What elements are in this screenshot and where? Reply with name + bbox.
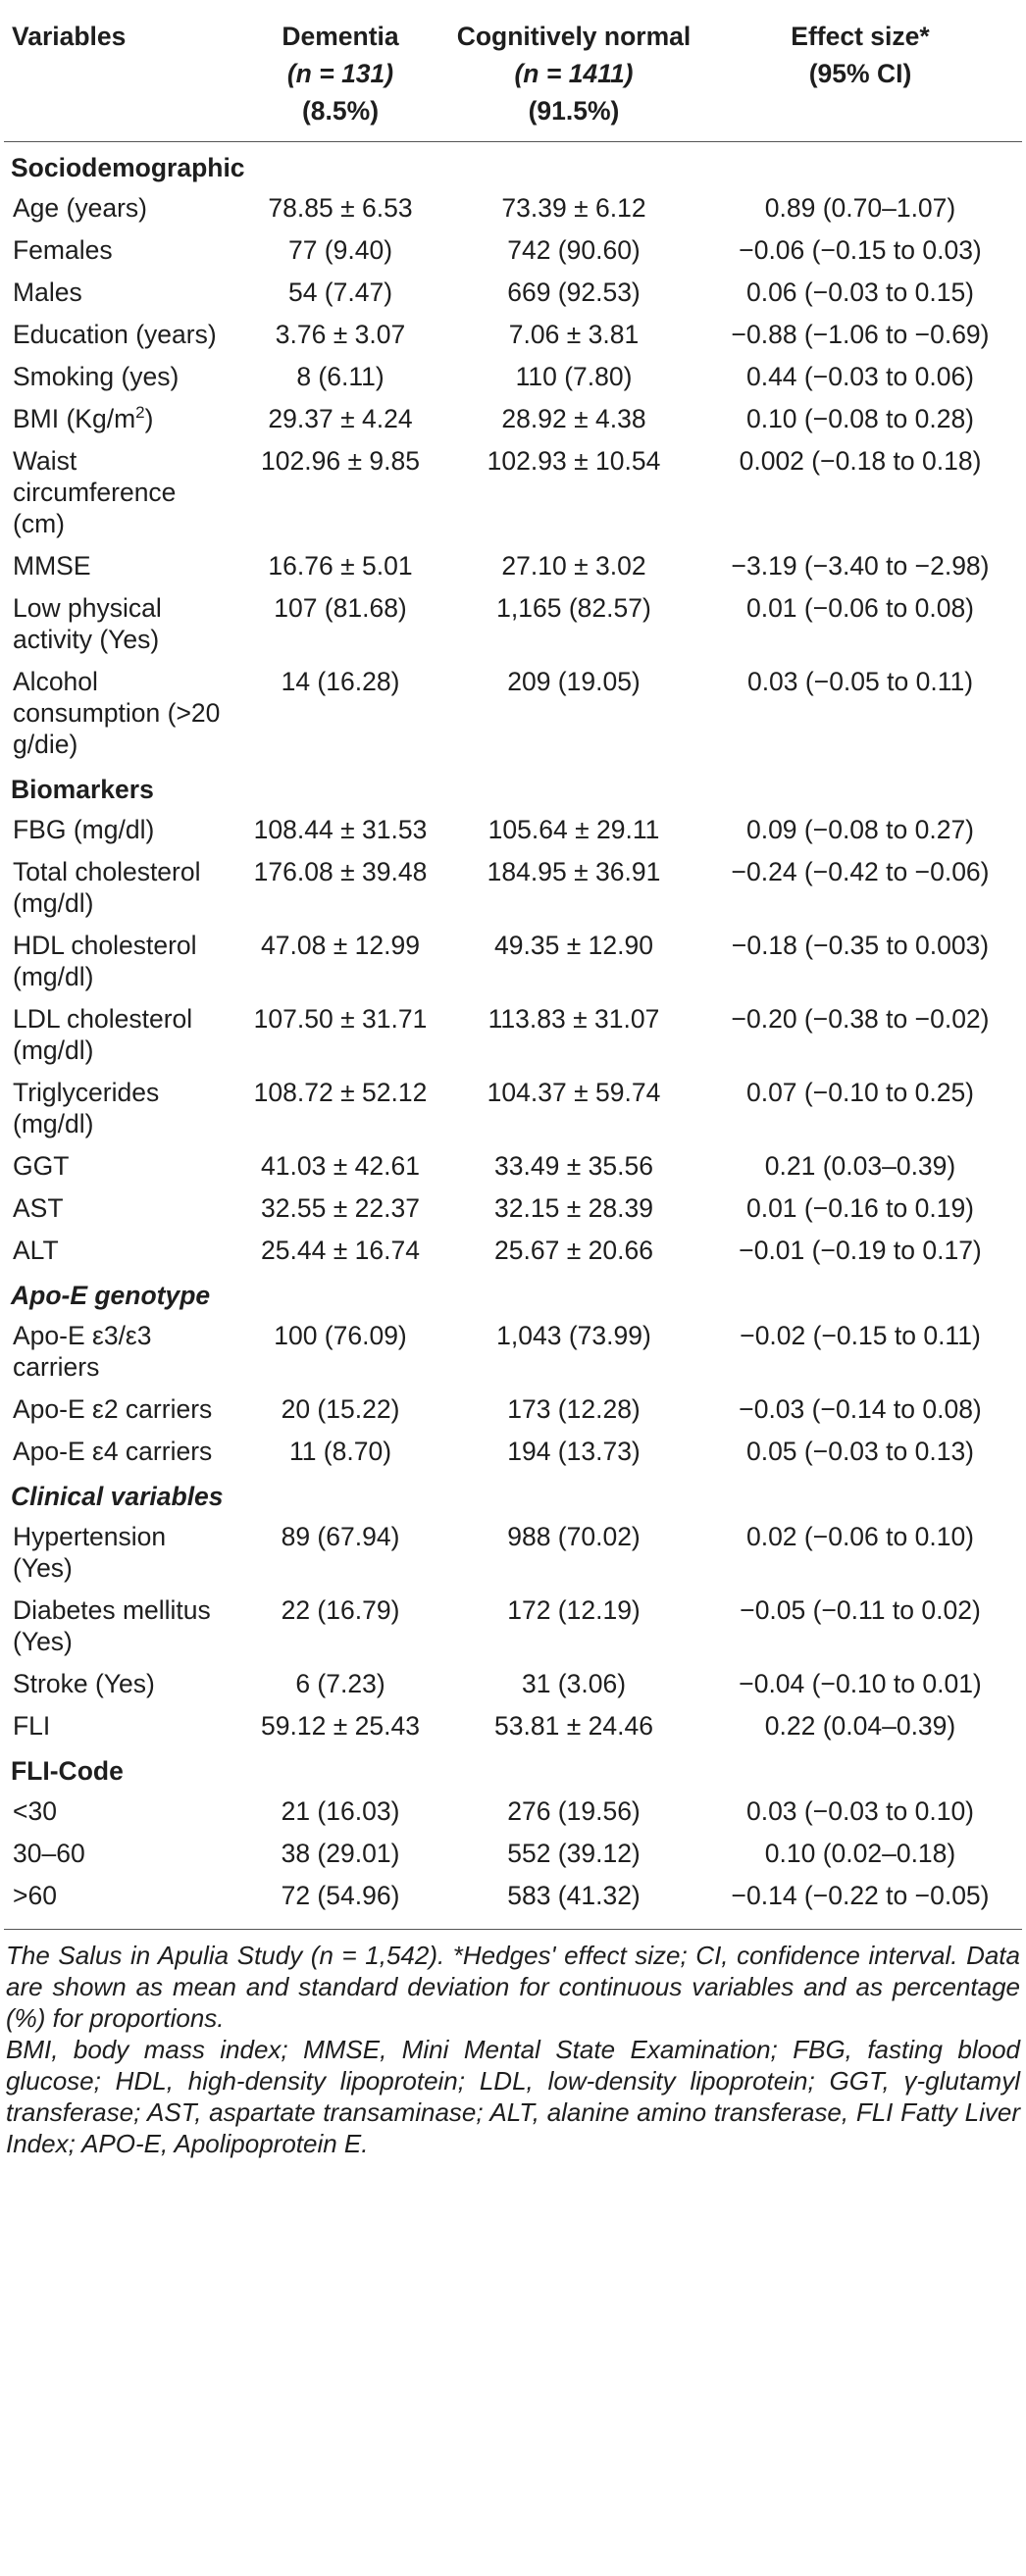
cell-effect-size: −0.06 (−0.15 to 0.03) bbox=[739, 235, 982, 265]
row-label-end: ) bbox=[144, 404, 154, 433]
table-row bbox=[4, 659, 1022, 764]
row-label: AST bbox=[13, 1193, 64, 1223]
cell-dementia: 108.72 ± 52.12 bbox=[253, 1078, 428, 1107]
cell-cognitively-normal: 25.67 ± 20.66 bbox=[494, 1236, 653, 1265]
table-row bbox=[4, 1789, 1022, 1831]
header-normal-pct: (91.5%) bbox=[528, 96, 620, 126]
cell-dementia: 32.55 ± 22.37 bbox=[261, 1193, 420, 1223]
table-footnotes bbox=[0, 1930, 1026, 2159]
table-row bbox=[4, 923, 1022, 996]
cell-dementia: 11 (8.70) bbox=[288, 1437, 392, 1466]
footnote-study: The Salus in Apulia Study (n = 1,542). *Hedges' effect size; CI, confidence interval. Data are shown as mean and standard deviation for continuous variables and as percentage (%) for proportions. bbox=[6, 1941, 1020, 2033]
row-label: Low physical activity (Yes) bbox=[13, 593, 162, 654]
cell-dementia: 21 (16.03) bbox=[281, 1796, 400, 1826]
row-label: Age (years) bbox=[13, 193, 147, 223]
header-effect bbox=[698, 0, 1022, 142]
section-header-row bbox=[4, 1745, 1022, 1789]
cell-dementia: 72 (54.96) bbox=[281, 1881, 400, 1910]
cell-effect-size: −0.05 (−0.11 to 0.02) bbox=[740, 1595, 981, 1625]
header-effect-title: Effect size* bbox=[791, 22, 930, 51]
row-label: Education (years) bbox=[13, 320, 217, 349]
section-title: FLI-Code bbox=[11, 1756, 124, 1786]
table-row bbox=[4, 849, 1022, 923]
table-row bbox=[4, 396, 1022, 438]
table-row bbox=[4, 1661, 1022, 1703]
cell-effect-size: 0.07 (−0.10 to 0.25) bbox=[745, 1078, 975, 1107]
row-label: Males bbox=[13, 278, 82, 307]
cell-cognitively-normal: 105.64 ± 29.11 bbox=[487, 815, 660, 844]
table-row bbox=[4, 438, 1022, 543]
cell-cognitively-normal: 31 (3.06) bbox=[521, 1669, 627, 1698]
cell-cognitively-normal: 110 (7.80) bbox=[515, 362, 633, 391]
header-normal-n: (n = 1411) bbox=[514, 59, 634, 88]
row-label: Apo-E ε3/ε3 carriers bbox=[13, 1321, 152, 1382]
table-row bbox=[4, 543, 1022, 585]
cell-cognitively-normal: 276 (19.56) bbox=[507, 1796, 641, 1826]
table-row bbox=[4, 1228, 1022, 1270]
header-dementia bbox=[231, 0, 449, 142]
cell-effect-size: −0.01 (−0.19 to 0.17) bbox=[739, 1236, 982, 1265]
cell-effect-size: 0.22 (0.04–0.39) bbox=[764, 1711, 956, 1741]
row-label-superscript: 2 bbox=[135, 403, 145, 423]
characteristics-table bbox=[4, 0, 1022, 1930]
cell-dementia: 78.85 ± 6.53 bbox=[268, 193, 413, 223]
cell-cognitively-normal: 194 (13.73) bbox=[507, 1437, 641, 1466]
row-label: GGT bbox=[13, 1151, 70, 1181]
cell-effect-size: −0.18 (−0.35 to 0.003) bbox=[731, 931, 990, 960]
cell-dementia: 25.44 ± 16.74 bbox=[261, 1236, 420, 1265]
table-row bbox=[4, 270, 1022, 312]
row-label: Apo-E ε2 carriers bbox=[13, 1394, 213, 1424]
cell-dementia: 20 (15.22) bbox=[281, 1394, 400, 1424]
row-label: Waist circumference (cm) bbox=[13, 446, 177, 538]
header-normal-title: Cognitively normal bbox=[456, 22, 692, 51]
cell-cognitively-normal: 209 (19.05) bbox=[507, 667, 641, 696]
header-variables: Variables bbox=[12, 22, 127, 51]
cell-cognitively-normal: 173 (12.28) bbox=[507, 1394, 641, 1424]
cell-effect-size: 0.03 (−0.05 to 0.11) bbox=[746, 667, 974, 696]
cell-dementia: 89 (67.94) bbox=[281, 1522, 400, 1551]
header-effect-sub: (95% CI) bbox=[808, 59, 912, 88]
cell-cognitively-normal: 28.92 ± 4.38 bbox=[501, 404, 646, 433]
cell-cognitively-normal: 32.15 ± 28.39 bbox=[494, 1193, 653, 1223]
section-title: Clinical variables bbox=[11, 1482, 224, 1511]
row-label: Alcohol consumption (>20 g/die) bbox=[13, 667, 221, 759]
cell-effect-size: 0.44 (−0.03 to 0.06) bbox=[745, 362, 975, 391]
cell-effect-size: 0.002 (−0.18 to 0.18) bbox=[739, 446, 982, 476]
table-row bbox=[4, 185, 1022, 227]
table-row bbox=[4, 1429, 1022, 1471]
cell-effect-size: 0.06 (−0.03 to 0.15) bbox=[745, 278, 975, 307]
cell-dementia: 6 (7.23) bbox=[295, 1669, 385, 1698]
cell-cognitively-normal: 113.83 ± 31.07 bbox=[487, 1004, 660, 1034]
cell-cognitively-normal: 669 (92.53) bbox=[507, 278, 641, 307]
cell-dementia: 102.96 ± 9.85 bbox=[261, 446, 420, 476]
row-label: Total cholesterol (mg/dl) bbox=[13, 857, 201, 918]
table-row bbox=[4, 1143, 1022, 1186]
row-label: Hypertension (Yes) bbox=[13, 1522, 167, 1583]
cell-effect-size: 0.21 (0.03–0.39) bbox=[764, 1151, 956, 1181]
section-header-row bbox=[4, 764, 1022, 807]
header-dementia-pct: (8.5%) bbox=[301, 96, 380, 126]
row-label: HDL cholesterol (mg/dl) bbox=[13, 931, 197, 991]
table-row bbox=[4, 1387, 1022, 1429]
section-header-row bbox=[4, 142, 1022, 186]
table-row bbox=[4, 1703, 1022, 1745]
row-label: LDL cholesterol (mg/dl) bbox=[13, 1004, 193, 1065]
row-label: Smoking (yes) bbox=[13, 362, 180, 391]
table-row bbox=[4, 585, 1022, 659]
section-header-row bbox=[4, 1270, 1022, 1313]
cell-cognitively-normal: 27.10 ± 3.02 bbox=[501, 551, 646, 581]
cell-cognitively-normal: 53.81 ± 24.46 bbox=[494, 1711, 653, 1741]
table-row bbox=[4, 1186, 1022, 1228]
cell-cognitively-normal: 1,165 (82.57) bbox=[496, 593, 651, 623]
cell-effect-size: −0.20 (−0.38 to −0.02) bbox=[731, 1004, 990, 1034]
table-body bbox=[4, 142, 1022, 1930]
cell-cognitively-normal: 7.06 ± 3.81 bbox=[508, 320, 640, 349]
cell-dementia: 47.08 ± 12.99 bbox=[261, 931, 420, 960]
cell-effect-size: 0.01 (−0.16 to 0.19) bbox=[745, 1193, 975, 1223]
table-row bbox=[4, 1070, 1022, 1143]
cell-cognitively-normal: 104.37 ± 59.74 bbox=[487, 1078, 661, 1107]
cell-cognitively-normal: 184.95 ± 36.91 bbox=[487, 857, 661, 886]
cell-effect-size: 0.10 (0.02–0.18) bbox=[764, 1839, 956, 1868]
section-title: Biomarkers bbox=[11, 775, 154, 804]
header-dementia-title: Dementia bbox=[282, 22, 399, 51]
row-label: MMSE bbox=[13, 551, 91, 581]
cell-dementia: 107 (81.68) bbox=[274, 593, 407, 623]
cell-effect-size: 0.03 (−0.03 to 0.10) bbox=[745, 1796, 975, 1826]
table-row bbox=[4, 1313, 1022, 1387]
row-label bbox=[4, 396, 231, 438]
cell-dementia: 14 (16.28) bbox=[281, 667, 400, 696]
cell-effect-size: 0.02 (−0.06 to 0.10) bbox=[745, 1522, 975, 1551]
cell-effect-size: −3.19 (−3.40 to −2.98) bbox=[731, 551, 990, 581]
table-header bbox=[4, 0, 1022, 142]
cell-dementia: 54 (7.47) bbox=[287, 278, 393, 307]
cell-effect-size: 0.05 (−0.03 to 0.13) bbox=[745, 1437, 975, 1466]
cell-dementia: 8 (6.11) bbox=[296, 362, 385, 391]
table-row bbox=[4, 1588, 1022, 1661]
cell-effect-size: 0.09 (−0.08 to 0.27) bbox=[745, 815, 975, 844]
cell-dementia: 38 (29.01) bbox=[281, 1839, 400, 1868]
cell-cognitively-normal: 33.49 ± 35.56 bbox=[494, 1151, 653, 1181]
section-title: Apo-E genotype bbox=[11, 1281, 211, 1310]
cell-effect-size: 0.01 (−0.06 to 0.08) bbox=[745, 593, 975, 623]
cell-cognitively-normal: 102.93 ± 10.54 bbox=[487, 446, 661, 476]
row-label: FLI bbox=[13, 1711, 51, 1741]
row-label: Apo-E ε4 carriers bbox=[13, 1437, 213, 1466]
cell-effect-size: −0.02 (−0.15 to 0.11) bbox=[740, 1321, 981, 1350]
cell-dementia: 41.03 ± 42.61 bbox=[261, 1151, 420, 1181]
row-label: Triglycerides (mg/dl) bbox=[13, 1078, 160, 1138]
cell-effect-size: −0.04 (−0.10 to 0.01) bbox=[739, 1669, 982, 1698]
section-title: Sociodemographic bbox=[11, 153, 245, 182]
cell-dementia: 16.76 ± 5.01 bbox=[268, 551, 413, 581]
cell-cognitively-normal: 552 (39.12) bbox=[507, 1839, 641, 1868]
table-row bbox=[4, 1514, 1022, 1588]
row-label: FBG (mg/dl) bbox=[13, 815, 155, 844]
table-row bbox=[4, 354, 1022, 396]
table-row bbox=[4, 1831, 1022, 1873]
row-label: Females bbox=[13, 235, 113, 265]
cell-cognitively-normal: 742 (90.60) bbox=[507, 235, 641, 265]
row-label: ALT bbox=[13, 1236, 59, 1265]
cell-cognitively-normal: 172 (12.19) bbox=[507, 1595, 641, 1625]
cell-dementia: 59.12 ± 25.43 bbox=[261, 1711, 420, 1741]
cell-dementia: 100 (76.09) bbox=[274, 1321, 407, 1350]
table-row bbox=[4, 996, 1022, 1070]
section-header-row bbox=[4, 1471, 1022, 1514]
cell-effect-size: −0.03 (−0.14 to 0.08) bbox=[739, 1394, 982, 1424]
cell-effect-size: 0.10 (−0.08 to 0.28) bbox=[745, 404, 975, 433]
table-row bbox=[4, 227, 1022, 270]
row-label: >60 bbox=[13, 1881, 57, 1910]
cell-cognitively-normal: 73.39 ± 6.12 bbox=[501, 193, 646, 223]
cell-cognitively-normal: 988 (70.02) bbox=[507, 1522, 641, 1551]
row-label-text: BMI (Kg/m bbox=[13, 404, 136, 433]
table-row bbox=[4, 807, 1022, 849]
cell-dementia: 176.08 ± 39.48 bbox=[253, 857, 428, 886]
header-normal bbox=[449, 0, 698, 142]
row-label: Diabetes mellitus (Yes) bbox=[13, 1595, 211, 1656]
footnote-abbreviations: BMI, body mass index; MMSE, Mini Mental State Examination; FBG, fasting blood glucose; HDL, high-density lipoprotein; LDL, low-density lipoprotein; GGT, γ-glutamyl transferase; AST, aspartate transaminase; ALT, alanine amino transferase, FLI Fatty Liver Index; APO-E, Apolipoprotein E. bbox=[6, 2035, 1020, 2158]
header-dementia-n: (n = 131) bbox=[286, 59, 394, 88]
table-row bbox=[4, 1873, 1022, 1930]
cell-dementia: 77 (9.40) bbox=[287, 235, 393, 265]
cell-dementia: 29.37 ± 4.24 bbox=[268, 404, 413, 433]
cell-effect-size: −0.24 (−0.42 to −0.06) bbox=[731, 857, 990, 886]
row-label: 30–60 bbox=[13, 1839, 85, 1868]
table-row bbox=[4, 312, 1022, 354]
cell-dementia: 107.50 ± 31.71 bbox=[253, 1004, 428, 1034]
cell-dementia: 22 (16.79) bbox=[281, 1595, 400, 1625]
cell-dementia: 3.76 ± 3.07 bbox=[275, 320, 406, 349]
cell-dementia: 108.44 ± 31.53 bbox=[253, 815, 428, 844]
cell-effect-size: 0.89 (0.70–1.07) bbox=[764, 193, 956, 223]
cell-cognitively-normal: 1,043 (73.99) bbox=[496, 1321, 651, 1350]
cell-effect-size: −0.14 (−0.22 to −0.05) bbox=[731, 1881, 990, 1910]
row-label: Stroke (Yes) bbox=[13, 1669, 155, 1698]
cell-cognitively-normal: 583 (41.32) bbox=[507, 1881, 641, 1910]
cell-cognitively-normal: 49.35 ± 12.90 bbox=[494, 931, 653, 960]
row-label: <30 bbox=[13, 1796, 57, 1826]
cell-effect-size: −0.88 (−1.06 to −0.69) bbox=[731, 320, 990, 349]
